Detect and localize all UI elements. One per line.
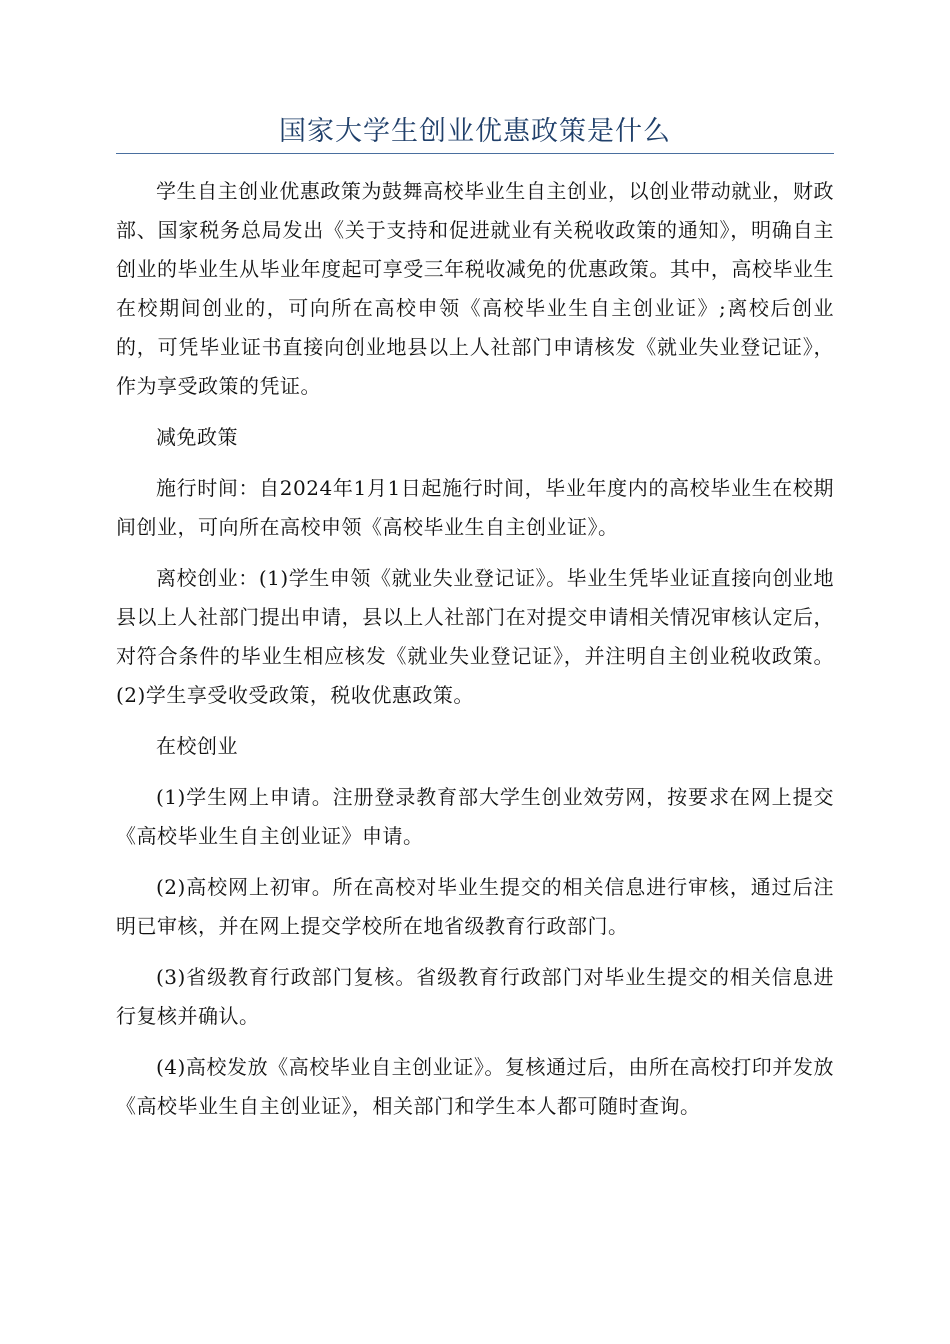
effective-date-paragraph: 施行时间：自2024年1月1日起施行时间，毕业年度内的高校毕业生在校期间创业，可向所在高校申领《高校毕业生自主创业证》。: [116, 476, 834, 539]
document-body: [116, 172, 834, 1138]
post-graduation-startup-paragraph: 离校创业：(1)学生申领《就业失业登记证》。毕业生凭毕业证直接向创业地县以上人社部门提出申请，县以上人社部门在对提交申请相关情况审核认定后，对符合条件的毕业生相应核发《就业失业登记证》，并注明自主创业税收政策。(2)学生享受收受政策，税收优惠政策。: [116, 566, 834, 707]
title-underline: [116, 153, 834, 154]
section-heading-on-campus-startup: 在校创业: [156, 734, 238, 758]
step-1-paragraph: (1)学生网上申请。注册登录教育部大学生创业效劳网，按要求在网上提交《高校毕业生自主创业证》申请。: [116, 785, 834, 848]
document-title: 国家大学生创业优惠政策是什么: [279, 116, 671, 147]
intro-paragraph: 学生自主创业优惠政策为鼓舞高校毕业生自主创业，以创业带动就业，财政部、国家税务总局发出《关于支持和促进就业有关税收政策的通知》，明确自主创业的毕业生从毕业年度起可享受三年税收减免的优惠政策。其中，高校毕业生在校期间创业的，可向所在高校申领《高校毕业生自主创业证》;离校后创业的，可凭毕业证书直接向创业地县以上人社部门申请核发《就业失业登记证》，作为享受政策的凭证。: [116, 179, 834, 398]
section-heading-reduction-policy: 减免政策: [156, 425, 238, 449]
step-2-paragraph: (2)高校网上初审。所在高校对毕业生提交的相关信息进行审核，通过后注明已审核，并在网上提交学校所在地省级教育行政部门。: [116, 875, 834, 938]
step-4-paragraph: (4)高校发放《高校毕业自主创业证》。复核通过后，由所在高校打印并发放《高校毕业生自主创业证》，相关部门和学生本人都可随时查询。: [116, 1055, 834, 1118]
step-3-paragraph: (3)省级教育行政部门复核。省级教育行政部门对毕业生提交的相关信息进行复核并确认。: [116, 965, 834, 1028]
